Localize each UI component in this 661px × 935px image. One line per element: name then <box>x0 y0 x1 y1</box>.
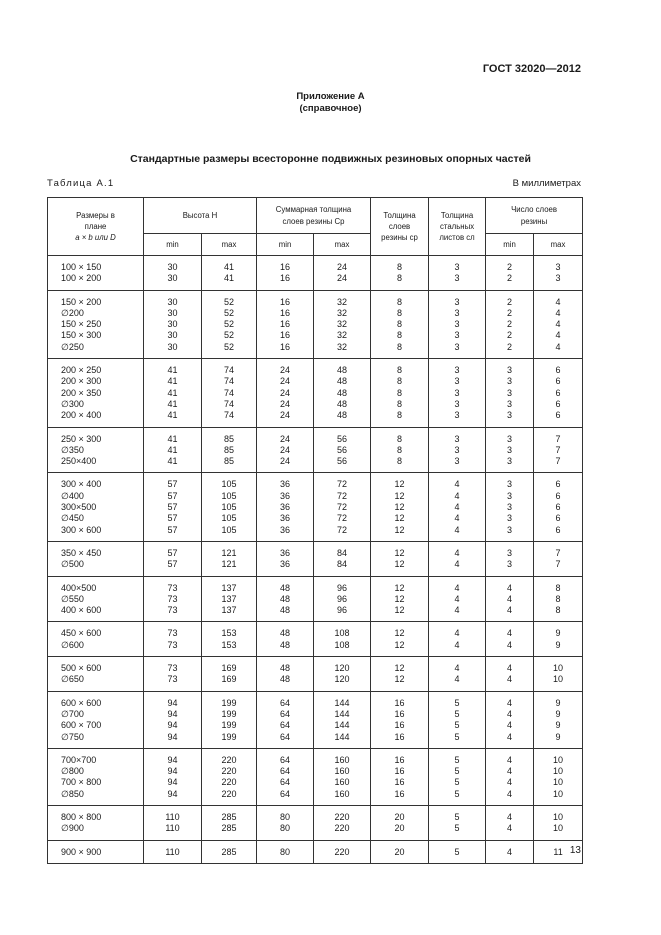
cell-cmin: 16 16 16 16 16 <box>257 290 314 358</box>
cell-cr: 16 16 16 16 <box>371 748 429 805</box>
cell-nmax: 10 10 <box>534 805 583 840</box>
cell-hmin: 94 94 94 94 <box>144 691 202 748</box>
cell-nmin: 4 4 4 <box>486 576 534 622</box>
col-total-thickness: Суммарная толщина слоев резины Cр <box>257 198 371 234</box>
table-row <box>48 576 583 622</box>
table-row <box>48 541 583 576</box>
cell-cl: 5 5 <box>429 805 486 840</box>
cell-size: 400×500 ∅550 400 × 600 <box>48 576 144 622</box>
cell-cr: 20 <box>371 840 429 863</box>
cell-size: 350 × 450 ∅500 <box>48 541 144 576</box>
cell-nmin: 2 2 2 2 2 <box>486 290 534 358</box>
table-row <box>48 805 583 840</box>
cell-hmax: 52 52 52 52 52 <box>202 290 257 358</box>
cell-hmin: 73 73 <box>144 657 202 692</box>
cell-cmax: 48 48 48 48 48 <box>314 359 371 427</box>
cell-hmax: 285 285 <box>202 805 257 840</box>
appendix-title: Приложение А <box>296 91 365 102</box>
cell-hmax: 121 121 <box>202 541 257 576</box>
col-count-max: max <box>534 234 583 256</box>
cell-nmax: 10 10 <box>534 657 583 692</box>
cell-nmin: 2 2 <box>486 256 534 291</box>
page-title: Стандартные размеры всесторонне подвижных резиновых опорных частей <box>130 153 531 165</box>
cell-cl: 5 <box>429 840 486 863</box>
cell-hmin: 30 30 30 30 30 <box>144 290 202 358</box>
cell-cl: 5 5 5 5 <box>429 691 486 748</box>
cell-hmin: 73 73 73 <box>144 576 202 622</box>
col-size: Размеры в плане a × b или D <box>48 198 144 256</box>
cell-nmax: 7 7 7 <box>534 427 583 473</box>
cell-cmin: 80 <box>257 840 314 863</box>
cell-hmax: 137 137 137 <box>202 576 257 622</box>
cell-hmax: 105 105 105 105 105 <box>202 473 257 541</box>
cell-hmin: 57 57 57 57 57 <box>144 473 202 541</box>
cell-cl: 4 4 <box>429 622 486 657</box>
cell-cmin: 48 48 48 <box>257 576 314 622</box>
units-note: В миллиметрах <box>512 178 581 189</box>
cell-cmax: 220 <box>314 840 371 863</box>
col-steel-sheet: Толщина стальных листов cл <box>429 198 486 256</box>
page-number: 13 <box>569 845 581 856</box>
cell-cmin: 48 48 <box>257 657 314 692</box>
cell-cr: 8 8 <box>371 256 429 291</box>
cell-cmin: 24 24 24 <box>257 427 314 473</box>
cell-cmax: 24 24 <box>314 256 371 291</box>
cell-size: 100 × 150 100 × 200 <box>48 256 144 291</box>
col-height-min: min <box>144 234 202 256</box>
cell-nmax: 6 6 6 6 6 <box>534 473 583 541</box>
cell-size: 900 × 900 <box>48 840 144 863</box>
cell-nmax: 8 8 8 <box>534 576 583 622</box>
col-thickness-min: min <box>257 234 314 256</box>
cell-nmin: 4 <box>486 840 534 863</box>
cell-hmax: 220 220 220 220 <box>202 748 257 805</box>
cell-cmin: 24 24 24 24 24 <box>257 359 314 427</box>
cell-size: 200 × 250 200 × 300 200 × 350 ∅300 200 × 400 <box>48 359 144 427</box>
cell-size: 600 × 600 ∅700 600 × 700 ∅750 <box>48 691 144 748</box>
table-row <box>48 290 583 358</box>
cell-cmin: 64 64 64 64 <box>257 691 314 748</box>
cell-cl: 4 4 4 <box>429 576 486 622</box>
cell-nmax: 9 9 9 9 <box>534 691 583 748</box>
cell-cmax: 32 32 32 32 32 <box>314 290 371 358</box>
cell-nmin: 3 3 3 <box>486 427 534 473</box>
cell-cmax: 72 72 72 72 72 <box>314 473 371 541</box>
cell-cmax: 56 56 56 <box>314 427 371 473</box>
cell-nmin: 4 4 4 4 <box>486 691 534 748</box>
cell-nmin: 4 4 <box>486 622 534 657</box>
cell-cmax: 144 144 144 144 <box>314 691 371 748</box>
col-height-max: max <box>202 234 257 256</box>
table-row <box>48 691 583 748</box>
cell-size: 250 × 300 ∅350 250×400 <box>48 427 144 473</box>
cell-cr: 8 8 8 8 8 <box>371 359 429 427</box>
table-label: Таблица А.1 <box>47 178 115 189</box>
cell-nmax: 6 6 6 6 6 <box>534 359 583 427</box>
dimensions-table <box>47 197 583 864</box>
cell-cmax: 220 220 <box>314 805 371 840</box>
cell-cl: 3 3 3 3 3 <box>429 290 486 358</box>
cell-cr: 12 12 <box>371 657 429 692</box>
cell-hmax: 199 199 199 199 <box>202 691 257 748</box>
cell-hmax: 285 <box>202 840 257 863</box>
cell-cl: 4 4 <box>429 657 486 692</box>
standard-number: ГОСТ 32020—2012 <box>482 63 581 75</box>
col-count-min: min <box>486 234 534 256</box>
cell-cmin: 36 36 36 36 36 <box>257 473 314 541</box>
cell-cr: 12 12 <box>371 541 429 576</box>
col-thickness-max: max <box>314 234 371 256</box>
table-row <box>48 427 583 473</box>
cell-cr: 8 8 8 <box>371 427 429 473</box>
cell-hmin: 41 41 41 <box>144 427 202 473</box>
cell-cr: 12 12 <box>371 622 429 657</box>
cell-hmin: 94 94 94 94 <box>144 748 202 805</box>
cell-hmax: 74 74 74 74 74 <box>202 359 257 427</box>
cell-size: 300 × 400 ∅400 300×500 ∅450 300 × 600 <box>48 473 144 541</box>
cell-hmax: 169 169 <box>202 657 257 692</box>
cell-cmax: 108 108 <box>314 622 371 657</box>
cell-nmin: 4 4 <box>486 657 534 692</box>
cell-nmin: 4 4 4 4 <box>486 748 534 805</box>
cell-cl: 3 3 3 <box>429 427 486 473</box>
cell-nmax: 10 10 10 10 <box>534 748 583 805</box>
cell-hmin: 73 73 <box>144 622 202 657</box>
cell-cmax: 120 120 <box>314 657 371 692</box>
cell-nmin: 4 4 <box>486 805 534 840</box>
cell-hmax: 85 85 85 <box>202 427 257 473</box>
cell-size: 500 × 600 ∅650 <box>48 657 144 692</box>
table-row <box>48 657 583 692</box>
col-rubber-layer: Толщина слоев резины cр <box>371 198 429 256</box>
cell-nmax: 11 <box>534 840 583 863</box>
cell-hmax: 153 153 <box>202 622 257 657</box>
cell-hmax: 41 41 <box>202 256 257 291</box>
cell-size: 700×700 ∅800 700 × 800 ∅850 <box>48 748 144 805</box>
cell-cl: 4 4 <box>429 541 486 576</box>
col-height: Высота H <box>144 198 257 234</box>
cell-cmin: 80 80 <box>257 805 314 840</box>
cell-hmin: 110 110 <box>144 805 202 840</box>
cell-cr: 8 8 8 8 8 <box>371 290 429 358</box>
cell-cr: 12 12 12 12 12 <box>371 473 429 541</box>
cell-hmin: 57 57 <box>144 541 202 576</box>
cell-size: 800 × 800 ∅900 <box>48 805 144 840</box>
cell-cmin: 64 64 64 64 <box>257 748 314 805</box>
cell-nmax: 4 4 4 4 4 <box>534 290 583 358</box>
cell-cr: 20 20 <box>371 805 429 840</box>
cell-nmax: 7 7 <box>534 541 583 576</box>
cell-cl: 4 4 4 4 4 <box>429 473 486 541</box>
cell-cmin: 36 36 <box>257 541 314 576</box>
cell-cmax: 96 96 96 <box>314 576 371 622</box>
cell-cl: 5 5 5 5 <box>429 748 486 805</box>
cell-nmax: 3 3 <box>534 256 583 291</box>
table-row <box>48 359 583 427</box>
cell-cmax: 160 160 160 160 <box>314 748 371 805</box>
table-row <box>48 622 583 657</box>
cell-hmin: 41 41 41 41 41 <box>144 359 202 427</box>
col-layers-count: Число слоев резины <box>486 198 583 234</box>
cell-cl: 3 3 3 3 3 <box>429 359 486 427</box>
cell-cr: 12 12 12 <box>371 576 429 622</box>
cell-nmax: 9 9 <box>534 622 583 657</box>
cell-cmin: 16 16 <box>257 256 314 291</box>
cell-hmin: 30 30 <box>144 256 202 291</box>
cell-size: 150 × 200 ∅200 150 × 250 150 × 300 ∅250 <box>48 290 144 358</box>
cell-size: 450 × 600 ∅600 <box>48 622 144 657</box>
cell-nmin: 3 3 3 3 3 <box>486 359 534 427</box>
table-row <box>48 840 583 863</box>
table-row <box>48 473 583 541</box>
table-row <box>48 748 583 805</box>
cell-hmin: 110 <box>144 840 202 863</box>
appendix-subtitle: (справочное) <box>299 103 362 114</box>
cell-cmax: 84 84 <box>314 541 371 576</box>
cell-cr: 16 16 16 16 <box>371 691 429 748</box>
cell-cl: 3 3 <box>429 256 486 291</box>
cell-nmin: 3 3 3 3 3 <box>486 473 534 541</box>
table-row <box>48 256 583 291</box>
cell-cmin: 48 48 <box>257 622 314 657</box>
cell-nmin: 3 3 <box>486 541 534 576</box>
